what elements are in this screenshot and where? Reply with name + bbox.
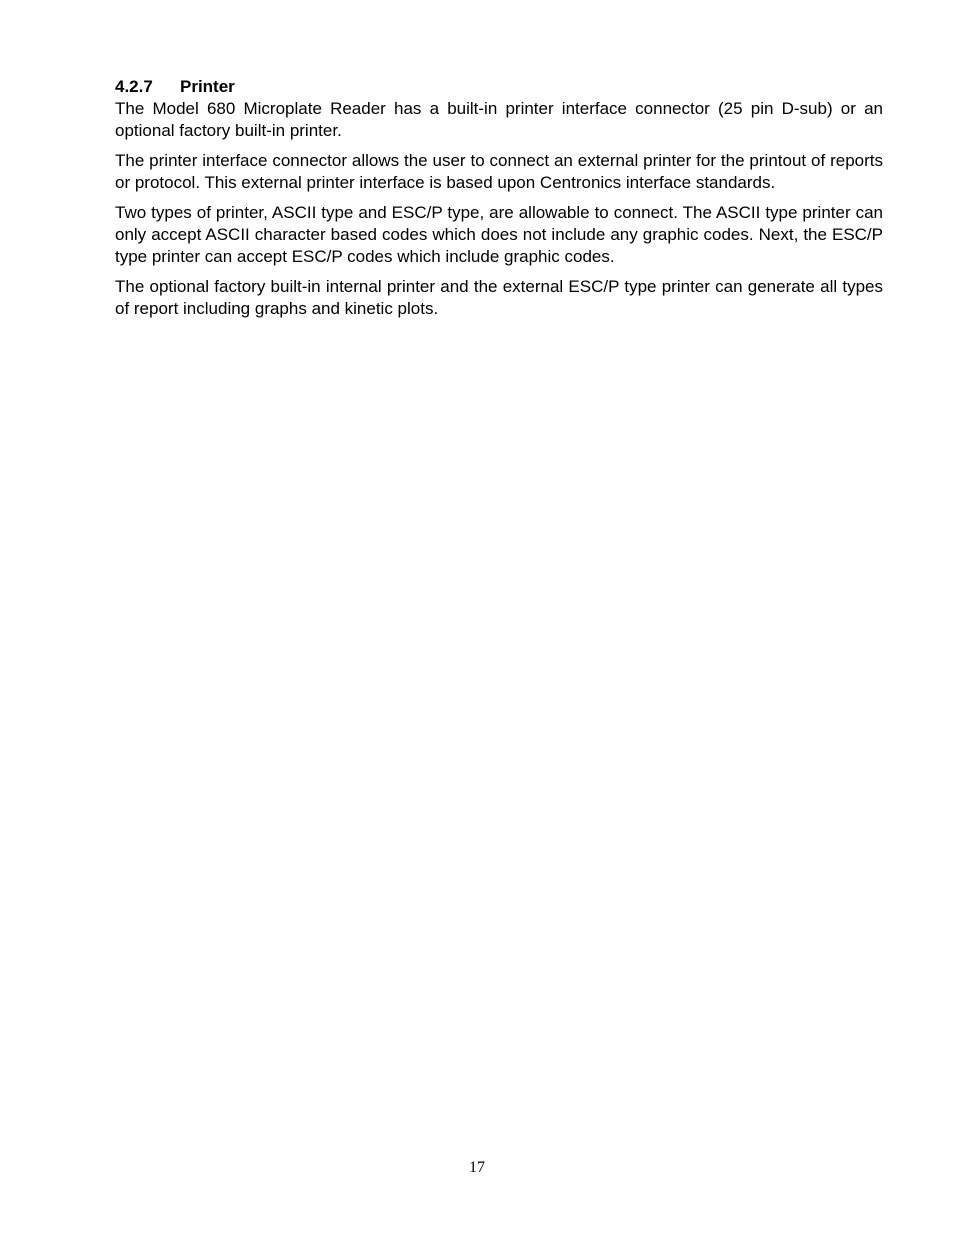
paragraph-printer-interface: The Model 680 Microplate Reader has a built-in printer interface connector (25 pin D-sub) or an optional factory built-in printer.	[115, 99, 883, 140]
paragraph-external-printer: The printer interface connector allows the user to connect an external printer for the printout of reports or protocol. This external printer interface is based upon Centronics interface standards.	[115, 151, 883, 192]
section-content	[115, 76, 883, 328]
page-number: 17	[469, 1159, 485, 1176]
section-number: 4.2.7	[115, 77, 153, 96]
paragraph-report-types: The optional factory built-in internal printer and the external ESC/P type printer can generate all types of report including graphs and kinetic plots.	[115, 277, 883, 318]
section-heading	[115, 76, 883, 98]
section-title: Printer	[180, 77, 235, 96]
paragraph-printer-types: Two types of printer, ASCII type and ESC/P type, are allowable to connect. The ASCII type printer can only accept ASCII character based codes which does not include any graphic codes. Next, the ESC/P type printer can accept ESC/P codes which include graphic codes.	[115, 203, 883, 266]
